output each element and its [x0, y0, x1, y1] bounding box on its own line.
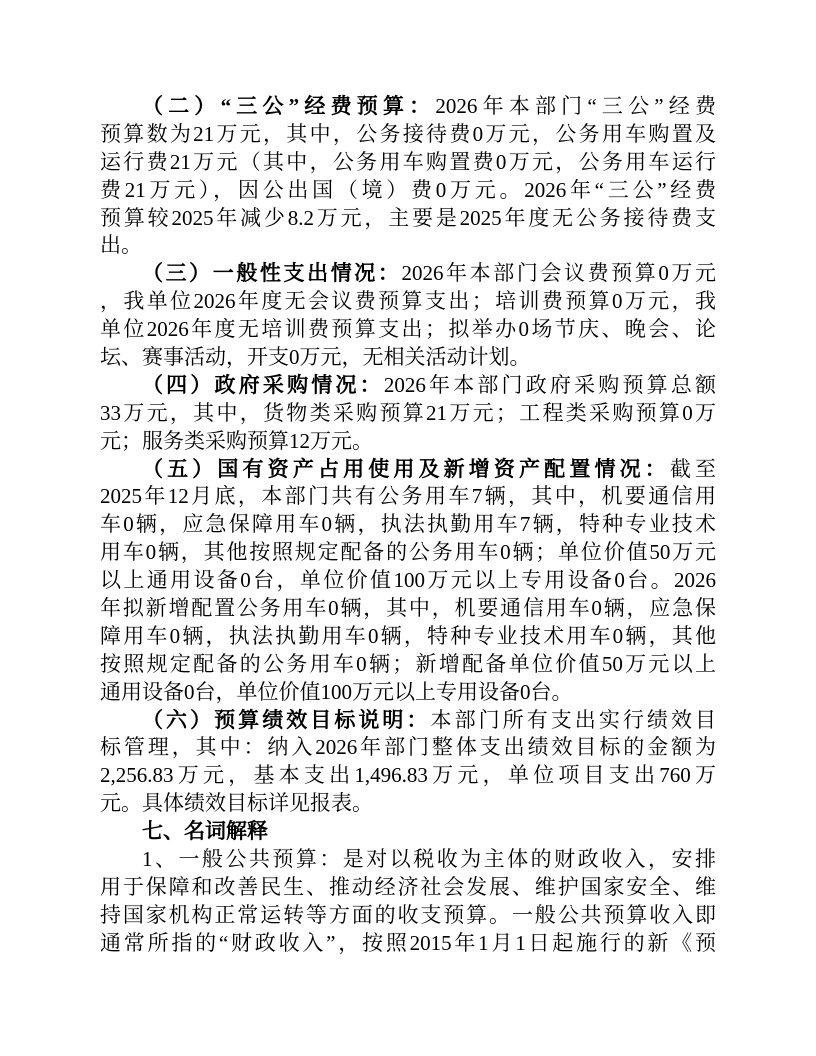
- text-run: 本部门所有支出实行绩效目: [430, 707, 716, 732]
- text-run: 标管理，其中：纳入2026年部门整体支出绩效目标的金额为: [100, 735, 716, 760]
- para-5-state-assets: [100, 456, 716, 707]
- bold-run: （四）政府采购情况：: [142, 372, 384, 397]
- text-line: [100, 316, 716, 344]
- text-line: [100, 734, 716, 762]
- text-line: [100, 623, 716, 651]
- para-2-sangong-expense-budget: [100, 93, 716, 260]
- text-run: 2025年12月底，本部门共有公务用车7辆，其中，机要通信用: [100, 484, 716, 509]
- text-line: [100, 874, 716, 902]
- text-run: 元。具体绩效目标详见报表。: [100, 791, 373, 816]
- text-line: [100, 149, 716, 177]
- text-run: ，我单位2026年度无会议费预算支出；培训费预算0万元，我: [100, 289, 716, 314]
- para-glossary-item-1: [100, 846, 716, 958]
- text-run: 2,256.83万元，基本支出1,496.83万元，单位项目支出760万: [100, 763, 716, 788]
- text-line: [100, 344, 716, 372]
- text-line: [100, 372, 716, 400]
- text-line: [100, 456, 716, 484]
- text-run: 障用车0辆，执法执勤用车0辆，特种专业技术用车0辆，其他: [100, 623, 716, 648]
- text-run: 单位2026年度无培训费预算支出；拟举办0场节庆、晚会、论: [100, 317, 716, 342]
- text-line: [100, 762, 716, 790]
- text-run: 按照规定配备的公务用车0辆；新增配备单位价值50万元以上: [100, 651, 716, 676]
- text-run: 预算较2025年减少8.2万元，主要是2025年度无公务接待费支: [100, 205, 716, 230]
- text-run: 坛、赛事活动，开支0万元，无相关活动计划。: [100, 345, 531, 370]
- text-run: 预算数为21万元，其中，公务接待费0万元，公务用车购置及: [100, 121, 716, 146]
- bold-run: （三）一般性支出情况：: [142, 261, 402, 286]
- para-3-general-expenditure: [100, 260, 716, 372]
- text-line: [100, 790, 716, 818]
- para-4-government-procurement: [100, 372, 716, 456]
- document-body: [100, 93, 716, 958]
- text-run: 车0辆，应急保障用车0辆，执法执勤用车7辆，特种专业技术: [100, 512, 716, 537]
- text-line: [100, 232, 716, 260]
- text-line: [100, 651, 716, 679]
- text-line: [100, 428, 716, 456]
- text-run: 通用设备0台，单位价值100万元以上专用设备0台。: [100, 679, 573, 704]
- text-line: [100, 288, 716, 316]
- text-run: 33万元，其中，货物类采购预算21万元；工程类采购预算0万: [100, 400, 716, 425]
- text-line: [100, 595, 716, 623]
- text-run: 2026年本部门会议费预算0万元: [401, 261, 716, 286]
- text-run: 用于保障和改善民生、推动经济社会发展、维护国家安全、维: [100, 874, 716, 899]
- text-run: 出。: [100, 233, 142, 258]
- text-line: [100, 707, 716, 735]
- text-run: 元；服务类采购预算12万元。: [100, 428, 373, 453]
- text-line: [100, 205, 716, 233]
- text-run: 1、一般公共预算：是对以税收为主体的财政收入，安排: [142, 847, 716, 872]
- para-6-performance-targets: [100, 707, 716, 819]
- text-run: 运行费21万元（其中，公务用车购置费0万元，公务用车运行: [100, 149, 716, 174]
- text-run: 用车0辆，其他按照规定配备的公务用车0辆；单位价值50万元: [100, 540, 716, 565]
- text-line: [100, 483, 716, 511]
- text-line: [100, 121, 716, 149]
- heading-7-glossary: [100, 818, 716, 846]
- bold-run: （五）国有资产占用使用及新增资产配置情况：: [142, 456, 670, 481]
- text-run: 费21万元），因公出国（境）费0万元。2026年“三公”经费: [100, 177, 716, 202]
- text-line: [100, 539, 716, 567]
- text-line: [100, 93, 716, 121]
- text-line: [100, 930, 716, 958]
- bold-run: （二）“三公”经费预算：: [142, 94, 436, 118]
- text-line: [100, 177, 716, 205]
- text-run: 持国家机构正常运转等方面的收支预算。一般公共预算收入即: [100, 902, 716, 927]
- text-line: [100, 902, 716, 930]
- text-run: 2026年本部门政府采购预算总额: [383, 372, 716, 397]
- text-run: 年拟新增配置公务用车0辆，其中，机要通信用车0辆，应急保: [100, 596, 716, 621]
- text-run: 以上通用设备0台，单位价值100万元以上专用设备0台。2026: [100, 568, 716, 593]
- text-line: [100, 511, 716, 539]
- text-run: 截至: [669, 456, 716, 481]
- text-line: [100, 567, 716, 595]
- bold-run: （六）预算绩效目标说明：: [142, 707, 431, 732]
- text-line: [100, 400, 716, 428]
- text-run: 通常所指的“财政收入”，按照2015年1月1日起施行的新《预: [100, 930, 716, 955]
- text-line: [100, 260, 716, 288]
- text-line: [100, 846, 716, 874]
- text-line: [100, 818, 716, 846]
- text-run: 2026年本部门“三公”经费: [435, 94, 716, 118]
- text-line: [100, 679, 716, 707]
- bold-run: 七、名词解释: [142, 819, 268, 844]
